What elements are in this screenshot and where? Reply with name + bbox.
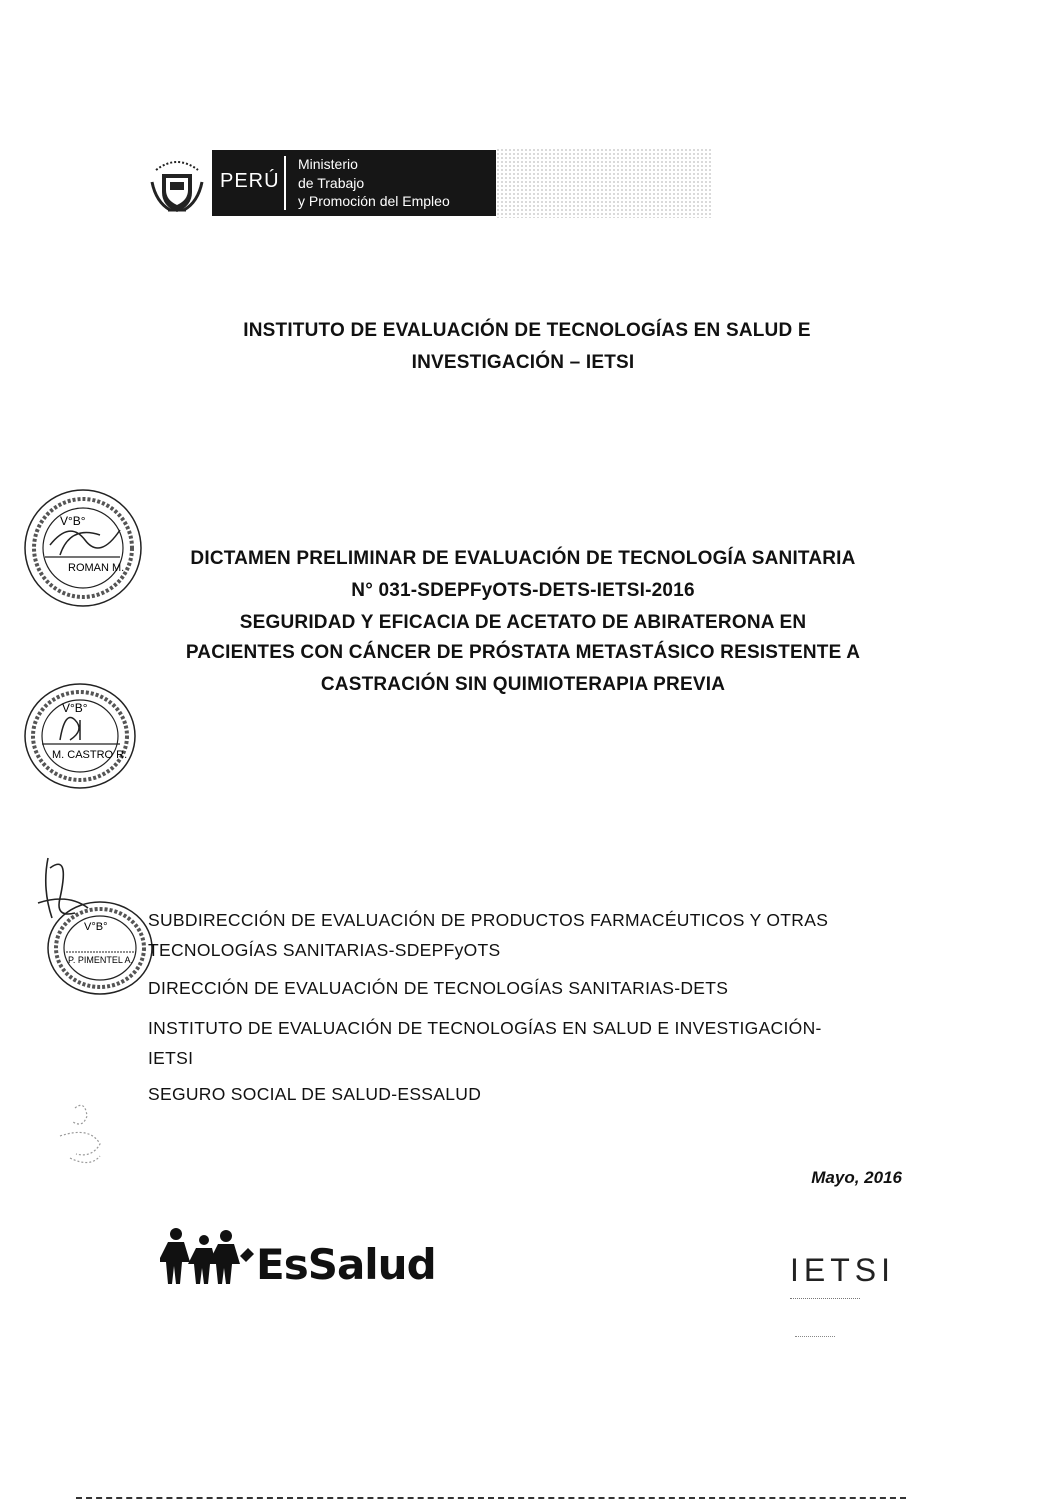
ministry-line-1: Ministerio [298, 156, 358, 172]
ministry-line-2: de Trabajo [298, 175, 365, 191]
institute-title-line-2: INVESTIGACIÓN – IETSI [411, 352, 635, 373]
country-label: PERÚ [220, 170, 280, 192]
ministry-line-3: y Promoción del Empleo [298, 193, 450, 209]
document-date: Mayo, 2016 [811, 1168, 902, 1187]
dictamen-subject-line-2: PACIENTES CON CÁNCER DE PRÓSTATA METASTÁSICO RESISTENTE A [185, 642, 861, 663]
stamp-3-vobo: V°B° [84, 921, 108, 933]
stamp-3-name: P. PIMENTEL A. [68, 955, 134, 965]
unit-dets: DIRECCIÓN DE EVALUACIÓN DE TECNOLOGÍAS SANITARIAS-DETS [148, 978, 729, 998]
ietsi-logo-tagline-marks [790, 1298, 860, 1313]
faint-signature [40, 1096, 130, 1186]
unit-essalud: SEGURO SOCIAL DE SALUD-ESSALUD [148, 1084, 482, 1104]
essalud-family-icon [160, 1226, 256, 1288]
unit-ietsi-line-1: INSTITUTO DE EVALUACIÓN DE TECNOLOGÍAS EN SALUD E INVESTIGACIÓN- [148, 1018, 822, 1038]
stamp-1-name: ROMAN M. [68, 562, 125, 574]
stamp-2-vobo: V°B° [62, 701, 88, 715]
essalud-logo-text: EsSalud [256, 1240, 436, 1289]
dictamen-number: N° 031-SDEPFyOTS-DETS-IETSI-2016 [351, 580, 695, 601]
stamp-1-vobo: V°B° [60, 514, 86, 528]
ietsi-logo-text: IETSI [790, 1252, 896, 1288]
logo-divider [284, 156, 286, 210]
unit-ietsi-line-2: IETSI [148, 1048, 194, 1068]
dictamen-title-line-1: DICTAMEN PRELIMINAR DE EVALUACIÓN DE TECNOLOGÍA SANITARIA [190, 548, 856, 569]
stamp-2-name: M. CASTRO R. [52, 749, 128, 761]
page-bottom-rule [76, 1497, 906, 1500]
dictamen-subject-line-3: CASTRACIÓN SIN QUIMIOTERAPIA PREVIA [320, 674, 726, 695]
institute-title-line-1: INSTITUTO DE EVALUACIÓN DE TECNOLOGÍAS EN SALUD E [243, 320, 811, 341]
approval-stamp-2 [20, 680, 140, 792]
approval-stamp-1 [20, 485, 146, 611]
logo-dot-pattern [496, 148, 711, 218]
coat-of-arms-icon [148, 152, 206, 218]
approval-stamp-3 [28, 848, 158, 998]
unit-sdepfyots-line-2: TECNOLOGÍAS SANITARIAS-SDEPFyOTS [148, 940, 501, 960]
unit-sdepfyots-line-1: SUBDIRECCIÓN DE EVALUACIÓN DE PRODUCTOS FARMACÉUTICOS Y OTRAS [148, 910, 829, 930]
dictamen-subject-line-1: SEGURIDAD Y EFICACIA DE ACETATO DE ABIRATERONA EN [239, 612, 807, 633]
scan-marks [795, 1336, 835, 1339]
